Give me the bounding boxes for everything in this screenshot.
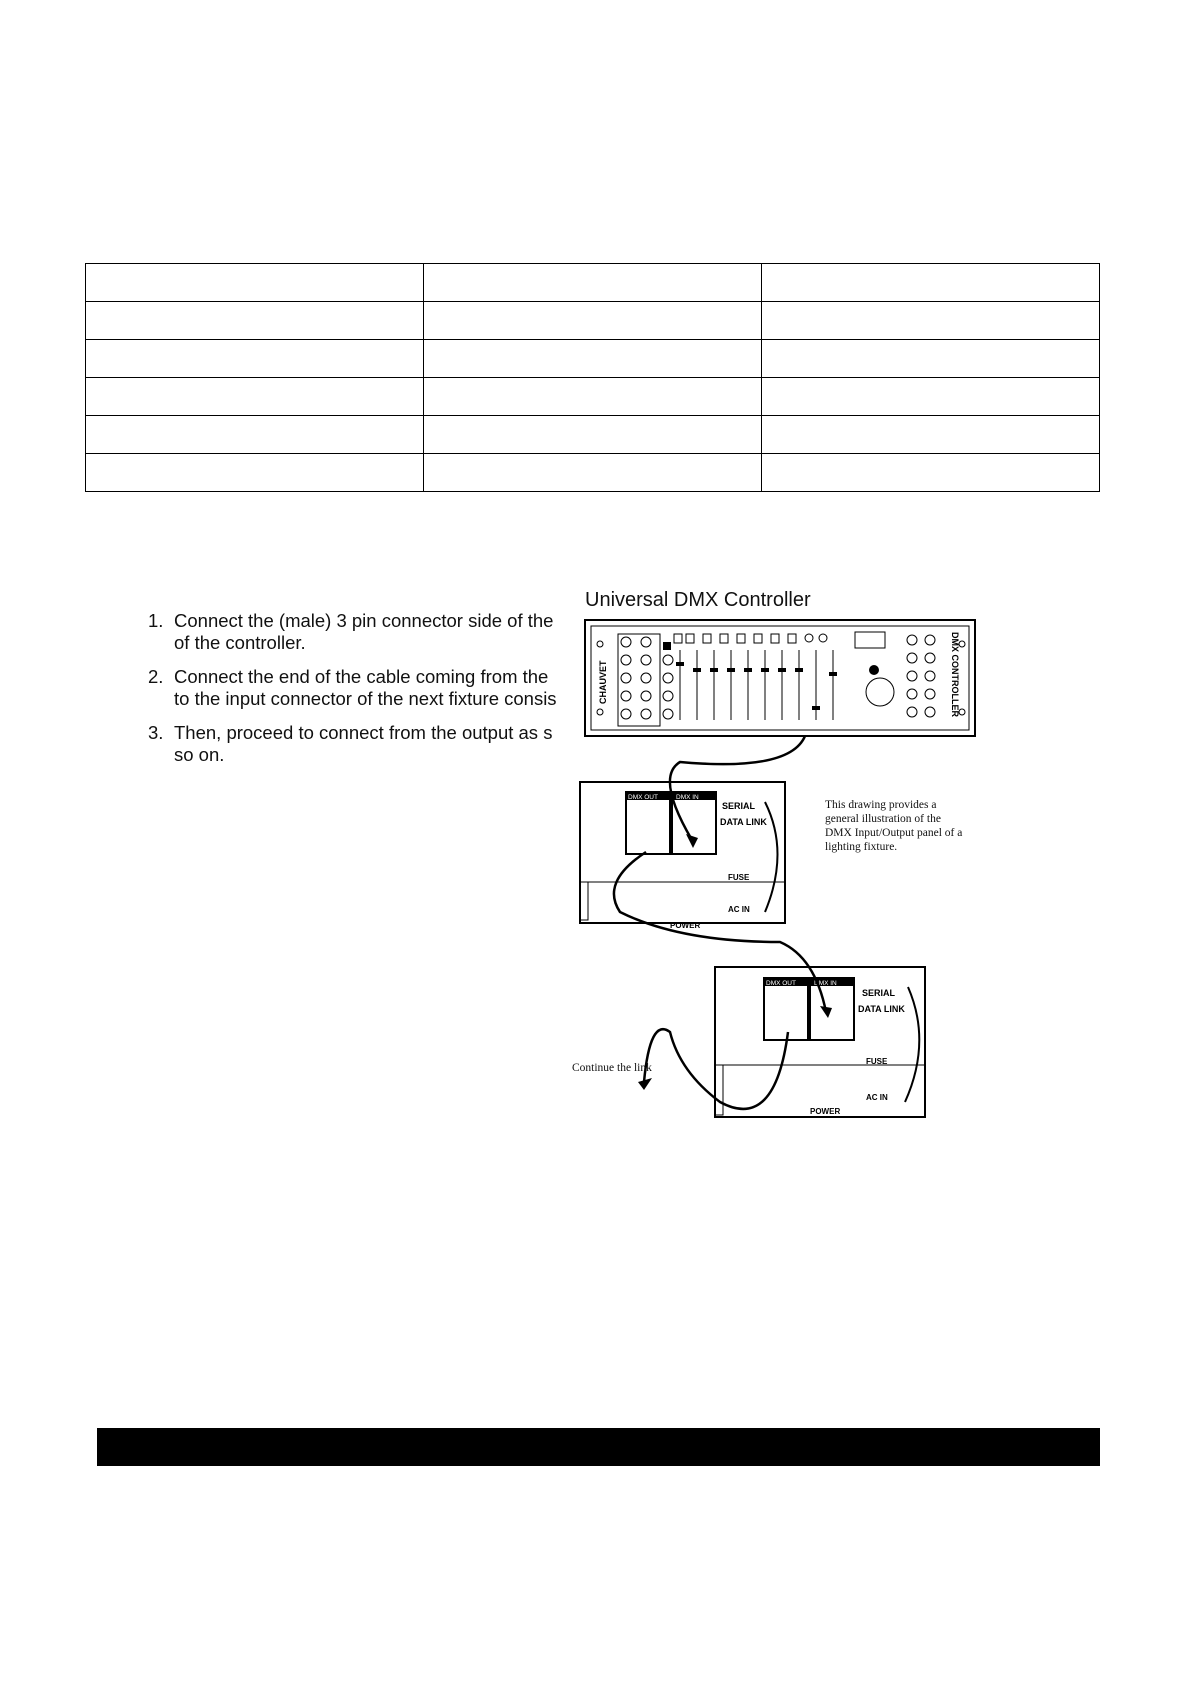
step-3-text: Then, proceed to connect from the output as s so on. <box>174 722 553 765</box>
fuse-label-1: FUSE <box>728 873 750 882</box>
step-3 <box>148 722 558 766</box>
dmx-controller <box>585 620 975 736</box>
fuse-label-2: FUSE <box>866 1057 888 1066</box>
controller-label: DMX CONTROLLER <box>950 632 960 717</box>
table-cell <box>762 340 1100 378</box>
step-1-text: Connect the (male) 3 pin connector side of the of the controller. <box>174 610 554 653</box>
connection-steps <box>148 610 558 778</box>
table-cell <box>86 264 424 302</box>
table-cell <box>86 378 424 416</box>
dmx-in-label-1: DMX IN <box>676 794 699 801</box>
serial-label-1: SERIAL <box>722 801 756 811</box>
step-2 <box>148 666 558 710</box>
data-link-label-1: DATA LINK <box>720 817 767 827</box>
dmx-out-label-2: DMX OUT <box>766 980 796 987</box>
table-cell <box>762 264 1100 302</box>
figure-note: This drawing provides a general illustration of the DMX Input/Output panel of a lighting fixture. <box>825 799 963 853</box>
footer-bar <box>97 1428 1100 1466</box>
table-cell <box>762 416 1100 454</box>
table-cell <box>86 340 424 378</box>
table-cell <box>762 378 1100 416</box>
step-1 <box>148 610 558 654</box>
table-row <box>86 378 1100 416</box>
step-3-number: 3. <box>148 722 164 743</box>
table-cell <box>86 302 424 340</box>
table-cell <box>762 302 1100 340</box>
brand-logo: CHAUVET <box>598 660 608 704</box>
table-row <box>86 454 1100 492</box>
table-cell <box>86 416 424 454</box>
serial-label-2: SERIAL <box>862 988 896 998</box>
table-row <box>86 416 1100 454</box>
figure-title: Universal DMX Controller <box>585 589 811 611</box>
dmx-in-label-2: DMX IN <box>814 980 837 987</box>
table-cell <box>424 302 762 340</box>
step-2-number: 2. <box>148 666 164 687</box>
table-cell <box>424 340 762 378</box>
table-cell <box>424 416 762 454</box>
table-cell <box>86 454 424 492</box>
table-cell <box>762 454 1100 492</box>
table-row <box>86 264 1100 302</box>
ac-in-label-2: AC IN <box>866 1093 888 1102</box>
dmx-out-label-1: DMX OUT <box>628 794 658 801</box>
table-cell <box>424 264 762 302</box>
power-label-1: POWER <box>670 921 701 930</box>
step-1-number: 1. <box>148 610 164 631</box>
table-row <box>86 340 1100 378</box>
table-cell <box>424 454 762 492</box>
power-label-2: POWER <box>810 1107 841 1116</box>
ac-in-label-1: AC IN <box>728 905 750 914</box>
fixture-panel-1 <box>580 782 785 930</box>
data-link-label-2: DATA LINK <box>858 1004 905 1014</box>
dmx-wiring-diagram <box>560 612 980 1132</box>
step-2-text: Connect the end of the cable coming from the to the input connector of the next fixture consis <box>174 666 557 709</box>
table-row <box>86 302 1100 340</box>
table-cell <box>424 378 762 416</box>
continue-link-label: Continue the link <box>572 1062 652 1074</box>
specification-table <box>85 263 1100 492</box>
